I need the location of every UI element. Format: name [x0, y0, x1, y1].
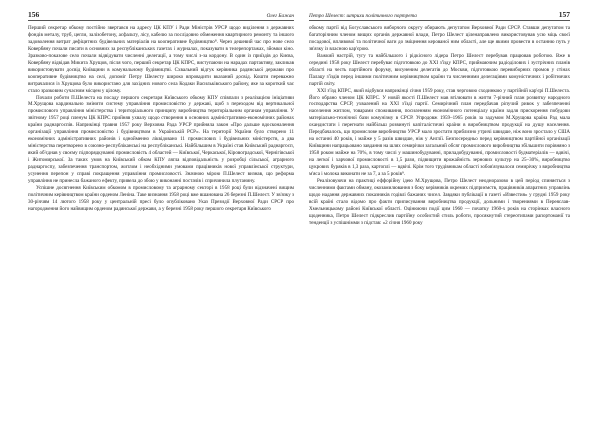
- paragraph: Реалізовуючи на практиці еффорійну ідею М.Хрущова, Петро Шелест неодноразово в цей період спиняється з численними фактами обману, окозамилювання з боку керівників окремих підприємств, працівників апаратних управлінь щодо надання державних показників годівлі бажаних чисел. Завдяки публікації в газеті «Известия» у грудні 1959 року всій країні стало відомо про факти приписування виробництва продукції, дольними і творениями в Переяслав-Хмельницькому районі Київської області. Оцінюючи події цим 1960 — початку 1960-х років на сторінках власного щоденника, Петро Шелест підкреслив партійну особистий стиль роботи, просякнутий стереотипами рапортоманії та тенденції з успішнімми з підстав: «2 січня 1960 року: [309, 177, 570, 226]
- right-running-head: Петро Шелест: штрихи політичного портрета: [309, 13, 417, 19]
- right-page: [300, 0, 600, 428]
- paragraph: Перший секретар обкому постійно звертався на адресу ЦК КПУ і Ради Міністрів УРСР щодо виділення з державних фондів металу, труб, цегли, залізобетону, асфальту, лісу, кабелю за послідовно обмеження квартирного ремонту та іншого задоволення витрат дефіцитних будівельних матеріалів на кооперативне будівництво⁸. Через дешевий час про нове село Ковербяну почали писати в основних за республіканських газетах і журналах, показувати в телерепортажах, зйомки кіно. Зразково-показове село почали відвідувати численні делегації, а тому числі з-за кордону. В один із приїздів до Києва, Ковербяну відвідав Микита Хрущов, після чого, перший секретар ЦК КПРС, виступаючи на нарадах партактиву, закликав використовувати досвід Київщини в комунальному будівництві. Схвальний відгук керівника радянської держави про кооперативне будівництво на селі, допоміг Петру Шелесту широко впровадити вказаний досвід. Кошти переважно витрачалися із Хрущова було використано для західних нового села Кодаки Васильківського району, яке за короткий час стало зразковим сучасним місцем у цілому.: [28, 25, 294, 94]
- left-page-number: 156: [28, 10, 40, 19]
- right-page-number: 157: [558, 10, 570, 19]
- paragraph: Почали роботи П.Шелеста на посаду першого секретаря Київського обкому КПУ співпали з реалізацією ініціативи М.Хрущова кардинально змінити систему управління промисловістю у державі, щоб з переходом від вертикальної промислового управління міністерства і територіального принципу виробництва територіальним органам управління. У звітному 1957 році пленум ЦК КПРС прийняв ухвалу щодо створення в основних адміністративно-економічних районах країни раднаргоспів. Наприкінці травня 1957 року Верховна Рада УРСР прийняла закон «Про дальше вдосконалення організації управління промисловістю і будівництвом в Українській РСР». На території України було створено 11 економічних адміністративних районів і однойменно ліквідовано 11 промислових і будівельних міністерств, а два міністерства перетворено в союзно-республіканські на республіканські. Найбільшим в Україні став Київський раднаргосп, який об'єднав у своєму підпорядкуванні промисловість 4 областей — Київської, Черкаської, Кіровоградської, Чернігівської і Житомирської. За таких умов на Київський обком КПУ лягла відповідальність у розробці сільської, аграрного раднаргоспу, забезпечення транспортом, житлом і необхідними умовами працівників нової управлінської структури, усунення перепон у справі покращення управління промисловості. Значною мірою П.Шелест визнав, що реформа управління не принесла бажаного ефекту, привела до збою у виконанні постачів і спричинила плутанину.: [28, 94, 294, 184]
- paragraph: Важкий настрій, тугу та найбільшого і рідкісного лідера Петро Шелест перебував працював роботою. Вже в середині 1958 року Шелест перебуває підготовкою до XXI з'їзду КПРС, приймаючим радіоділових і зустрічних планів області на честь партійного форуму, висуненим делегатів до Москви, підготовкою перевиборних промов у стінах Палацу з'їздів перед іншими політичним керівництвом країни та численними делегаціями комуністичних і робітничих партій світу.: [309, 52, 570, 87]
- left-page-body: [28, 25, 294, 213]
- left-running-head: Олег Бажан: [266, 13, 294, 19]
- paragraph: Успішне досягнення Київським обкомом в промисловому та аграрному секторі в 1958 році були відзначені вищим політичним керівництвом країни орденом Леніна. Таке визнання 1958 році вже вшанована 26 березні П.Шелест. У зв'язку з 30-річчям 14 лютого 1958 року у центральній пресі було опубліковано Указ Президії Верховної Ради СРСР про нагородження його найвищим орденом радянської держави, а у березні 1958 року першого секретаря Київського: [28, 184, 294, 212]
- left-page-header: [28, 10, 294, 21]
- paragraph: обкому партії від Богуславського виборчого округу обирають депутатом Верховної Ради СРСР. Ставши депутатом та багаторічним членом вищих органів державної влади, Петро Шелест ціленаправлено використовував усю міць своєї посадової, впливової та політичної ваги до зміцнення керованої ним області, але ще якими провести в останню путь у зв'язку із власною кар'єрою.: [309, 25, 570, 52]
- paragraph: XXI з'їзд КПРС, який відбувся наприкінці січня 1959 року, став черговою сходинкою у партійній кар'єрі П.Шелеста. Його обрано членом ЦК КПРС. У новій якості П.Шелест мав втілювати в життя 7-річний план розвитку народного господарства СРСР, ухвалений на XXI з'їзді партії. Семирічний план передбачав ріпучий ривок у забезпеченні населення житлом, товарами споживання, посиленням економічного потенціалу країни задля прискорення побудови матеріально-технічної бази комунізму в СРСР. Упродовж 1959–1965 років за задумом М.Хрущова країна Рад мала охандистати і перегнати найбільш розвинуті капіталістичні країни в виробництвом продукції на душу населення. Передбачалось, що промислове виробництво УРСР мало зростати приблизно утричі швидше, ніж воно зростало у США на останні 40 років, і майже у 5 разів швидше, ніж у Англії. Безпосередньо перед керівництвом партійної організації Київщини напрацьовано завдання на шлях семирічки загальний обсяг промислового виробництва збільшити порівняно з 1958 роком майже на 70%, в тому числі у машинобудуванні, приладобудуванні, промисловості будматеріалів — вдвічі, на легкої і харчової промисловості в 1,5 рази, підвищити врожайність зернових культур на 25–30%, виробництво цукрових буряків в 1,3 раза, картоплі — вдвічі. Крім того трудівникам області зобов'язувалося семирічку з виробництва м'яса і молока виконати не за 7, а за 5 років⁹.: [309, 87, 570, 178]
- right-page-header: [309, 10, 570, 21]
- right-page-body: [309, 25, 570, 227]
